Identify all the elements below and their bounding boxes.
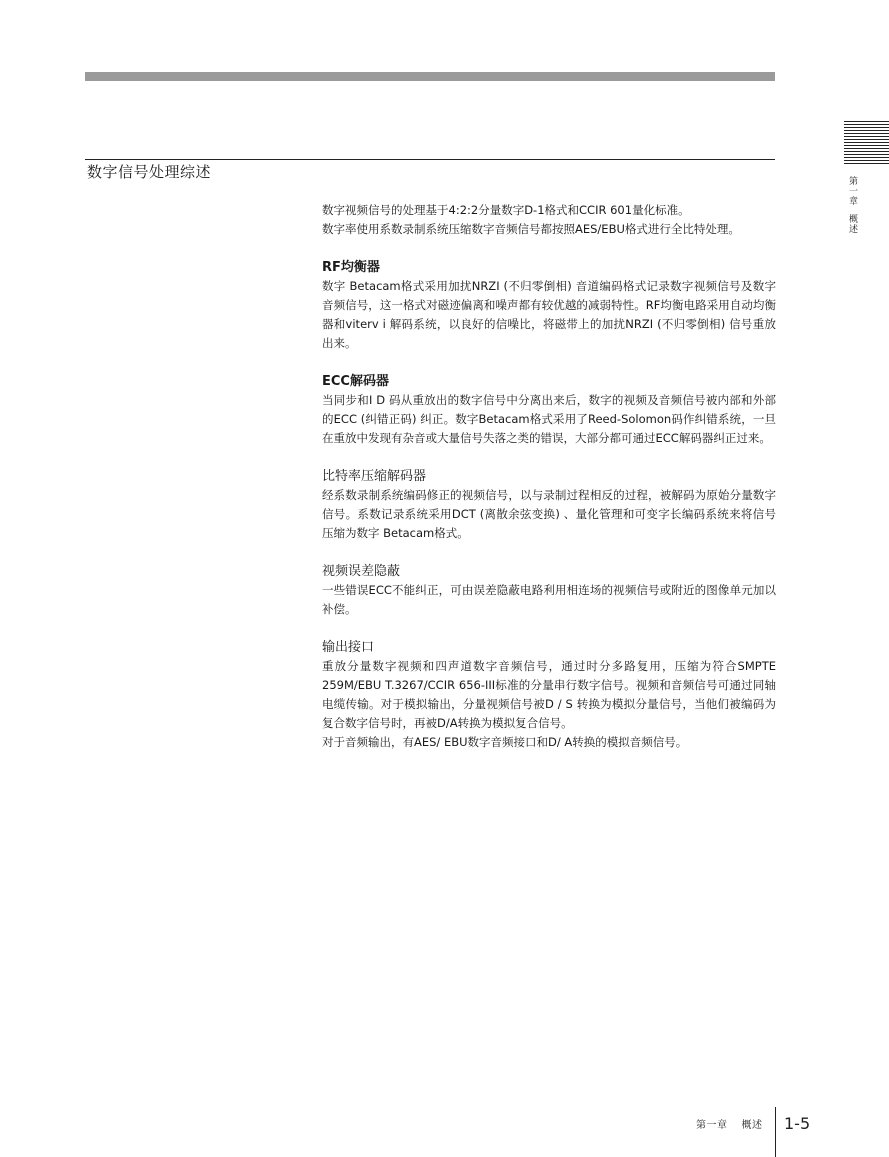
footer-chapter: 第一章 xyxy=(696,1120,728,1131)
bitrate-decoder-section xyxy=(322,467,776,543)
section-divider xyxy=(85,159,775,160)
main-content xyxy=(322,201,776,752)
chapter-tab-marker xyxy=(844,121,889,165)
rf-equalizer-section xyxy=(322,258,776,353)
side-tab-chapter: 第一章 xyxy=(847,176,857,206)
chapter-side-tab xyxy=(843,176,859,234)
section-paragraph: 数字 Betacam格式采用加扰NRZI (不归零倒相) 音道编码格式记录数字视频信号及数字音频信号，这一格式对磁迹偏离和噪声都有较优越的减弱特性。RF均衡电路采用自动均衡器和viterv i 解码系统，以良好的信噪比，将磁带上的加扰NRZI (不归零倒相) 信号重放出来。 xyxy=(322,279,776,350)
side-tab-topic: 概述 xyxy=(847,214,857,234)
ecc-decoder-section xyxy=(322,372,776,448)
page-number: 1-5 xyxy=(784,1114,811,1133)
section-paragraph: 重放分量数字视频和四声道数字音频信号，通过时分多路复用，压缩为符合SMPTE 259M/EBU T.3267/CCIR 656-III标准的分量串行数字信号。视频和音频信号可通过同轴电缆传输。对于模拟输出，分量视频信号被D / S 转换为模拟分量信号，当他们被编码为复合数字信号时，再被D/A转换为模拟复合信号。 xyxy=(322,659,776,730)
footer-chapter-label xyxy=(696,1118,763,1134)
footer-topic: 概述 xyxy=(741,1120,763,1131)
intro-line: 数字率使用系数录制系统压缩数字音频信号都按照AES/EBU格式进行全比特处理。 xyxy=(322,222,740,236)
section-title: 数字信号处理综述 xyxy=(87,163,212,181)
section-paragraph: 当同步和I D 码从重放出的数字信号中分离出来后，数字的视频及音频信号被内部和外部的ECC (纠错正码) 纠正。数字Betacam格式采用了Reed-Solomon码作纠错系统，一旦在重放中发现有杂音或大量信号失落之类的错误，大部分都可通过ECC解码器纠正过来。 xyxy=(322,393,776,445)
section-heading: 比特率压缩解码器 xyxy=(322,469,427,484)
section-heading: 视频误差隐蔽 xyxy=(322,564,401,579)
section-heading: 输出接口 xyxy=(322,640,375,655)
header-bar xyxy=(85,72,775,81)
output-interface-section xyxy=(322,638,776,752)
intro-line: 数字视频信号的处理基于4:2:2分量数字D-1格式和CCIR 601量化标准。 xyxy=(322,203,690,217)
section-paragraph: 对于音频输出，有AES/ EBU数字音频接口和D/ A转换的模拟音频信号。 xyxy=(322,735,688,749)
section-paragraph: 经系数录制系统编码修正的视频信号，以与录制过程相反的过程，被解码为原始分量数字信号。系数记录系统采用DCT (离散余弦变换) 、量化管理和可变字长编码系统来将信号压缩为数字 Betacam格式。 xyxy=(322,488,776,540)
section-paragraph: 一些错误ECC不能纠正，可由误差隐蔽电路利用相连场的视频信号或附近的图像单元加以补偿。 xyxy=(322,583,776,616)
footer-divider xyxy=(775,1107,776,1157)
section-heading: ECC解码器 xyxy=(322,374,389,389)
error-concealment-section xyxy=(322,562,776,619)
section-heading: RF均衡器 xyxy=(322,260,380,275)
intro-block xyxy=(322,201,776,239)
